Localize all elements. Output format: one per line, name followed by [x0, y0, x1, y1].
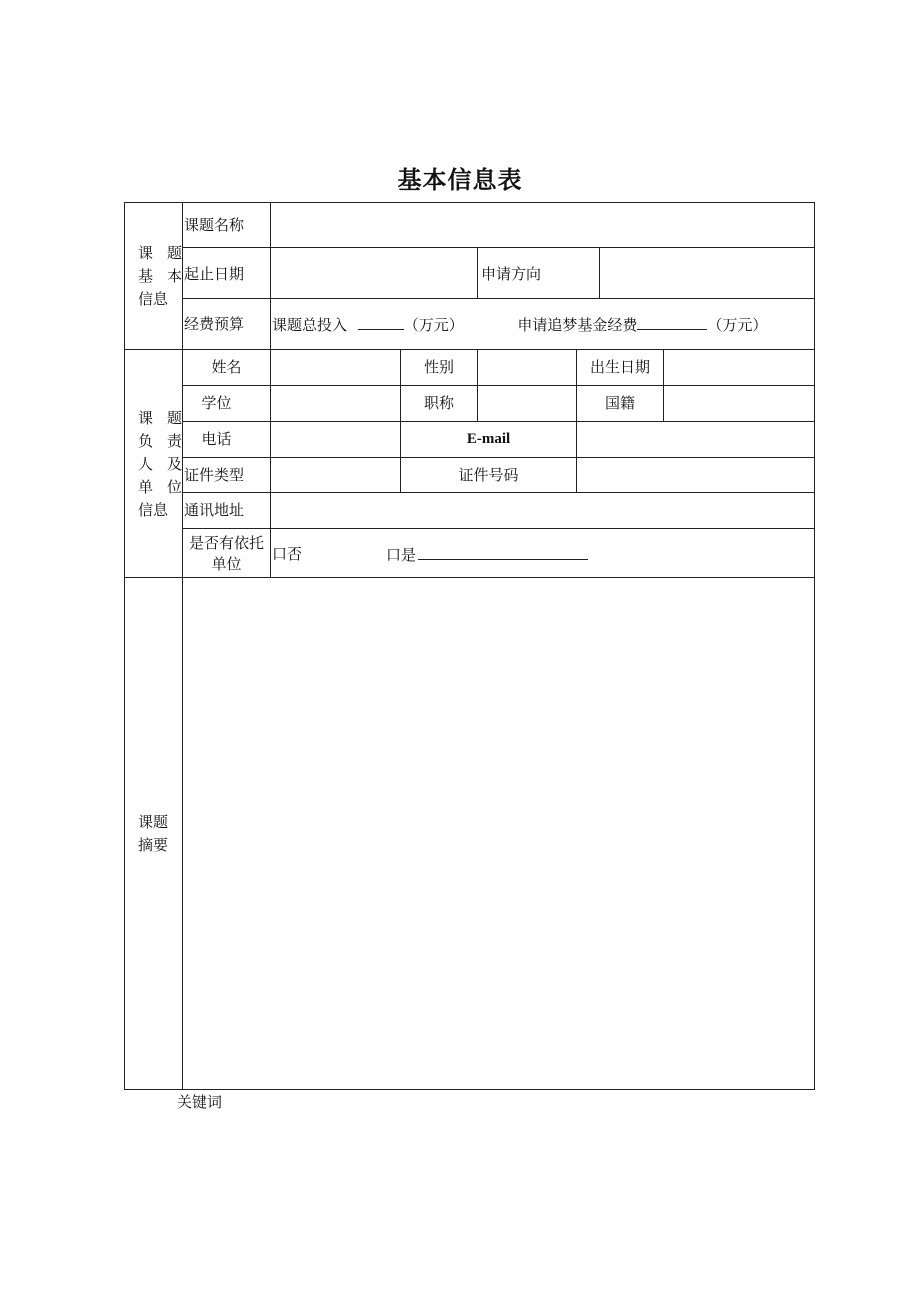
phone-label: 电话 — [201, 430, 232, 448]
nationality-field[interactable] — [664, 386, 814, 421]
name-field[interactable] — [271, 350, 400, 385]
total-investment-input[interactable] — [358, 315, 404, 330]
email-field[interactable] — [577, 422, 814, 457]
abstract-field[interactable] — [183, 578, 814, 1089]
nationality-label: 国籍 — [604, 394, 635, 412]
keywords-label: 关键词 — [177, 1093, 223, 1111]
gender-label: 性别 — [423, 358, 454, 376]
section-leader-info-label: 课 题 负 责 人 及 单 位 信息 — [138, 409, 182, 519]
budget-label: 经费预算 — [184, 315, 245, 333]
budget-details: 课题总投入 （万元） 申请追梦基金经费 （万元） — [272, 316, 768, 334]
professional-title-field[interactable] — [478, 386, 576, 421]
id-type-field[interactable] — [271, 458, 400, 492]
id-number-field[interactable] — [577, 458, 814, 492]
degree-field[interactable] — [271, 386, 400, 421]
project-name-label: 课题名称 — [184, 216, 245, 234]
fund-request-label: 申请追梦基金经费 — [517, 316, 638, 334]
total-investment-label: 课题总投入 — [272, 316, 348, 334]
affiliation-name-input[interactable] — [418, 545, 588, 560]
direction-label: 申请方向 — [481, 265, 542, 283]
affiliation-yes-option[interactable]: 口是 — [386, 545, 588, 564]
professional-title-label: 职称 — [423, 394, 454, 412]
address-field[interactable] — [271, 493, 814, 528]
id-type-label: 证件类型 — [184, 466, 245, 484]
email-label: E-mail — [466, 431, 511, 447]
affiliation-label: 是否有依托 单位 — [188, 534, 264, 573]
affiliation-no-option[interactable]: 口否 — [272, 545, 303, 563]
id-number-label: 证件号码 — [458, 466, 519, 484]
gender-field[interactable] — [478, 350, 576, 385]
birth-date-field[interactable] — [664, 350, 814, 385]
address-label: 通讯地址 — [184, 501, 245, 519]
page-title: 基本信息表 — [397, 166, 523, 194]
degree-label: 学位 — [201, 394, 232, 412]
date-range-field[interactable] — [271, 248, 477, 298]
date-range-label: 起止日期 — [184, 265, 245, 283]
section-basic-info-label: 课 题 基 本 信息 — [138, 244, 182, 308]
phone-field[interactable] — [271, 422, 400, 457]
fund-request-input[interactable] — [637, 315, 707, 330]
name-label: 姓名 — [211, 358, 242, 376]
project-name-field[interactable] — [271, 203, 814, 247]
direction-field[interactable] — [600, 248, 814, 298]
birth-date-label: 出生日期 — [589, 358, 650, 376]
section-abstract-label: 课题 摘要 — [138, 813, 169, 854]
